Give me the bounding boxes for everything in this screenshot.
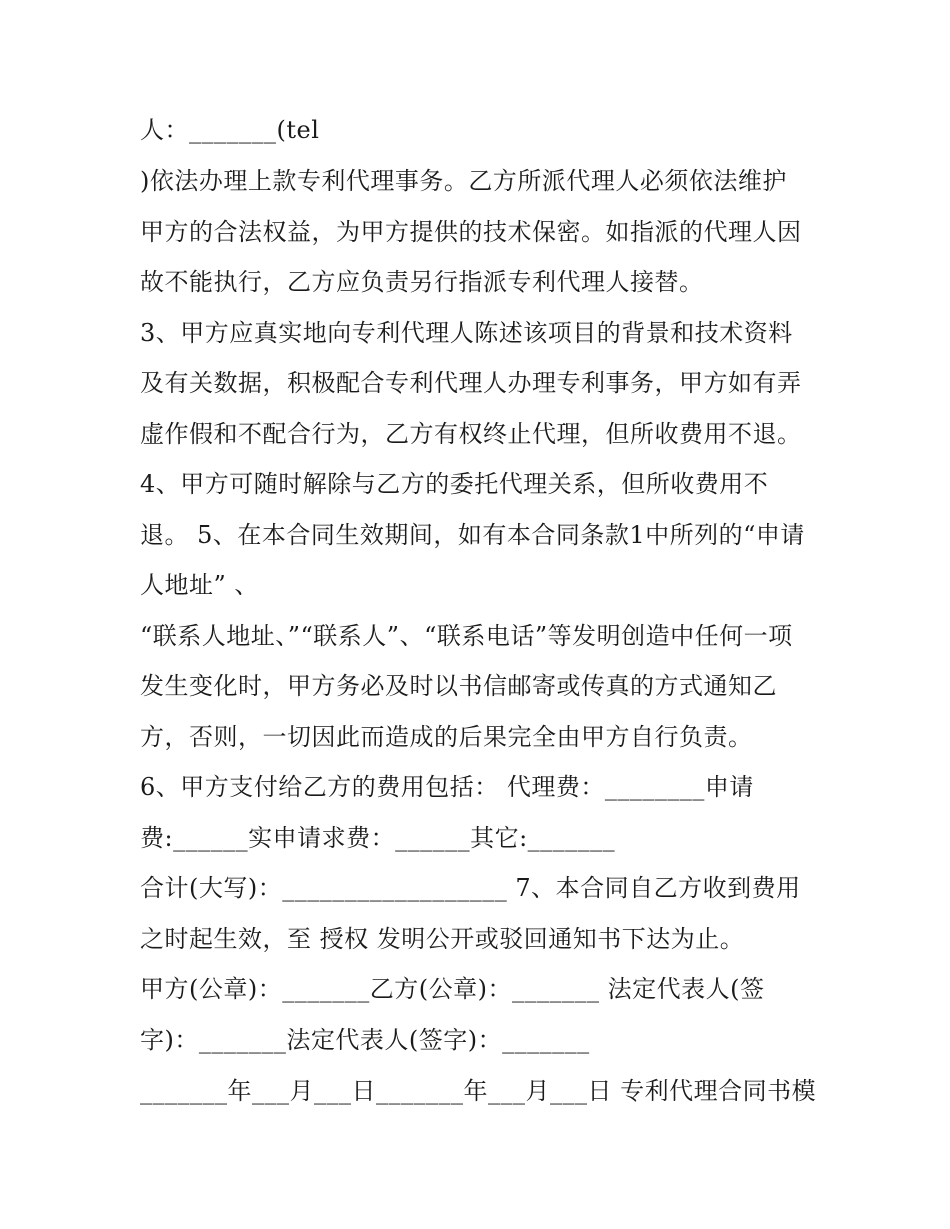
text-line: “联系人地址、”“联系人”、“联系电话”等发明创造中任何一项 <box>140 622 793 650</box>
text-line: 甲方的合法权益，为甲方提供的技术保密。如指派的代理人因 <box>140 218 802 246</box>
text-line: 4、甲方可随时解除与乙方的委托代理关系，但所收费用不 <box>140 470 769 498</box>
text-line: 字)：_______法定代表人(签字)：_______ <box>140 1026 590 1054</box>
text-line: 方，否则，一切因此而造成的后果完全由甲方自行负责。 <box>140 723 753 751</box>
text-line: 甲方(公章)：_______乙方(公章)：_______ 法定代表人(签 <box>140 975 765 1003</box>
text-line: 及有关数据，积极配合专利代理人办理专利事务，甲方如有弄 <box>140 369 802 397</box>
text-line: 虚作假和不配合行为，乙方有权终止代理，但所收费用不退。 <box>140 420 802 448</box>
text-line: 之时起生效，至 授权 发明公开或驳回通知书下达为止。 <box>140 925 745 953</box>
text-line: 费:______实申请求费：______其它:_______ <box>140 824 616 852</box>
text-line: 人：_______(tel <box>140 116 320 144</box>
text-line: 人地址” 、 <box>140 571 259 599</box>
text-line: _______年___月___日_______年___月___日 专利代理合同书模 <box>140 1077 817 1105</box>
text-line: 3、甲方应真实地向专利代理人陈述该项目的背景和技术资料 <box>140 319 793 347</box>
text-line: 合计(大写)：__________________ 7、本合同自乙方收到费用 <box>140 874 801 902</box>
text-line: 故不能执行，乙方应负责另行指派专利代理人接替。 <box>140 268 704 296</box>
text-line: 发生变化时，甲方务必及时以书信邮寄或传真的方式通知乙 <box>140 672 777 700</box>
text-line: 退。 5、在本合同生效期间，如有本合同条款1中所列的“申请 <box>140 521 805 549</box>
text-line: )依法办理上款专利代理事务。乙方所派代理人必须依法维护 <box>140 167 787 195</box>
text-line: 6、甲方支付给乙方的费用包括： 代理费：________申请 <box>140 773 754 801</box>
